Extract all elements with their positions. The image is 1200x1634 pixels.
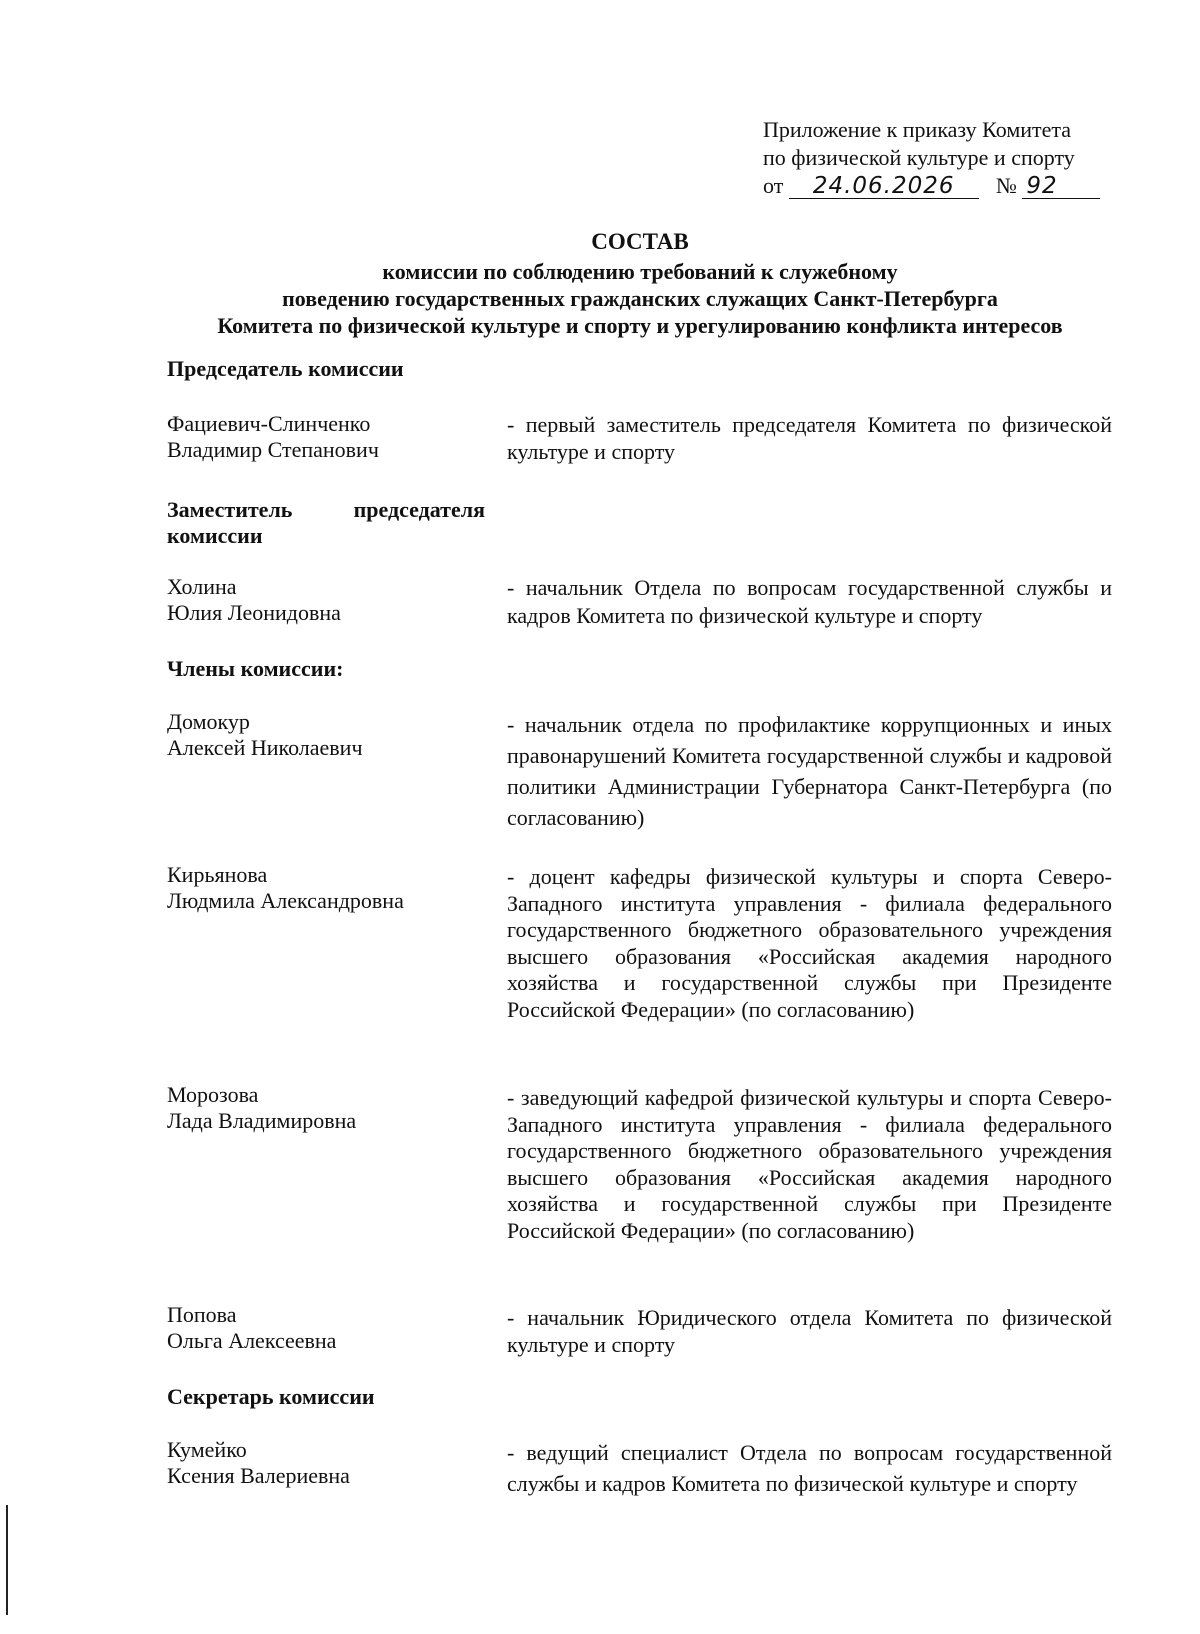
person-surname: Кумейко [167,1437,247,1462]
title-line-2: поведению государственных гражданских служащих Санкт-Петербурга [282,286,998,311]
title-line-3: Комитета по физической культуре и спорту и урегулированию конфликта интересов [217,313,1063,338]
person-name-member-4 [167,1302,487,1354]
title-line-1: комиссии по соблюдению требований к служебному [382,259,898,284]
person-name-secretary [167,1437,487,1489]
person-surname: Фациевич-Слинченко [167,411,371,436]
person-surname: Кирьянова [167,862,268,887]
person-role-member-4: - начальник Юридического отдела Комитета по физической культуре и спорту [507,1305,1112,1357]
deputy-heading-word-2: председателя [353,497,485,522]
person-name-member-3 [167,1082,487,1134]
scan-edge-mark [6,1505,8,1615]
section-members-heading: Члены комиссии: [167,656,344,681]
person-given-names: Юлия Леонидовна [167,600,341,625]
person-name-deputy [167,574,487,626]
person-given-names: Людмила Александровна [167,888,404,913]
person-name-chairman [167,411,487,463]
section-deputy-heading [167,497,485,549]
section-chairman-heading: Председатель комиссии [167,356,404,381]
person-surname: Домокур [167,709,250,734]
handwritten-date: 24.06.2026 [789,174,979,199]
person-name-member-1 [167,709,487,761]
section-secretary-heading: Секретарь комиссии [167,1384,375,1409]
date-prefix: от [763,173,784,198]
person-role-member-2: - доцент кафедры физической культуры и спорта Северо-Западного института управления - филиала федерального государственного бюджетного образовательного учреждения высшего образования «Российская академия народного хозяйства и государственной службы при Президенте Российской Федерации» (по согласованию) [507,864,1112,1022]
person-given-names: Алексей Николаевич [167,735,363,760]
person-surname: Морозова [167,1082,259,1107]
person-given-names: Владимир Степанович [167,437,379,462]
person-surname: Попова [167,1302,237,1327]
person-name-member-2 [167,862,487,914]
person-role-secretary: - ведущий специалист Отдела по вопросам государственной службы и кадров Комитета по физической культуре и спорту [507,1440,1112,1496]
person-role-member-1: - начальник отдела по профилактике коррупционных и иных правонарушений Комитета государственной службы и кадровой политики Администрации Губернатора Санкт-Петербурга (по согласованию) [507,712,1112,830]
person-given-names: Лада Владимировна [167,1108,357,1133]
number-prefix: № [995,173,1017,198]
deputy-heading-word-3: комиссии [167,523,263,548]
person-given-names: Ксения Валериевна [167,1463,350,1488]
person-given-names: Ольга Алексеевна [167,1328,337,1353]
handwritten-number: 92 [1022,174,1100,199]
appendix-note [763,117,1143,199]
appendix-line-2: по физической культуре и спорту [763,145,1075,170]
person-role-member-3: - заведующий кафедрой физической культуры и спорта Северо-Западного института управления - филиала федерального государственного бюджетного образовательного учреждения высшего образования «Российская академия народного хозяйства и государственной службы при Президенте Российской Федерации» (по согласованию) [507,1085,1112,1243]
appendix-date-line [763,173,1143,199]
person-surname: Холина [167,574,237,599]
person-role-chairman: - первый заместитель председателя Комитета по физической культуре и спорту [507,412,1112,464]
deputy-heading-word-1: Заместитель [167,497,293,522]
title-heading: СОСТАВ [591,229,689,254]
person-role-deputy: - начальник Отдела по вопросам государственной службы и кадров Комитета по физической культуре и спорту [507,575,1112,628]
document-title [120,229,1160,339]
appendix-line-1: Приложение к приказу Комитета [763,117,1072,142]
